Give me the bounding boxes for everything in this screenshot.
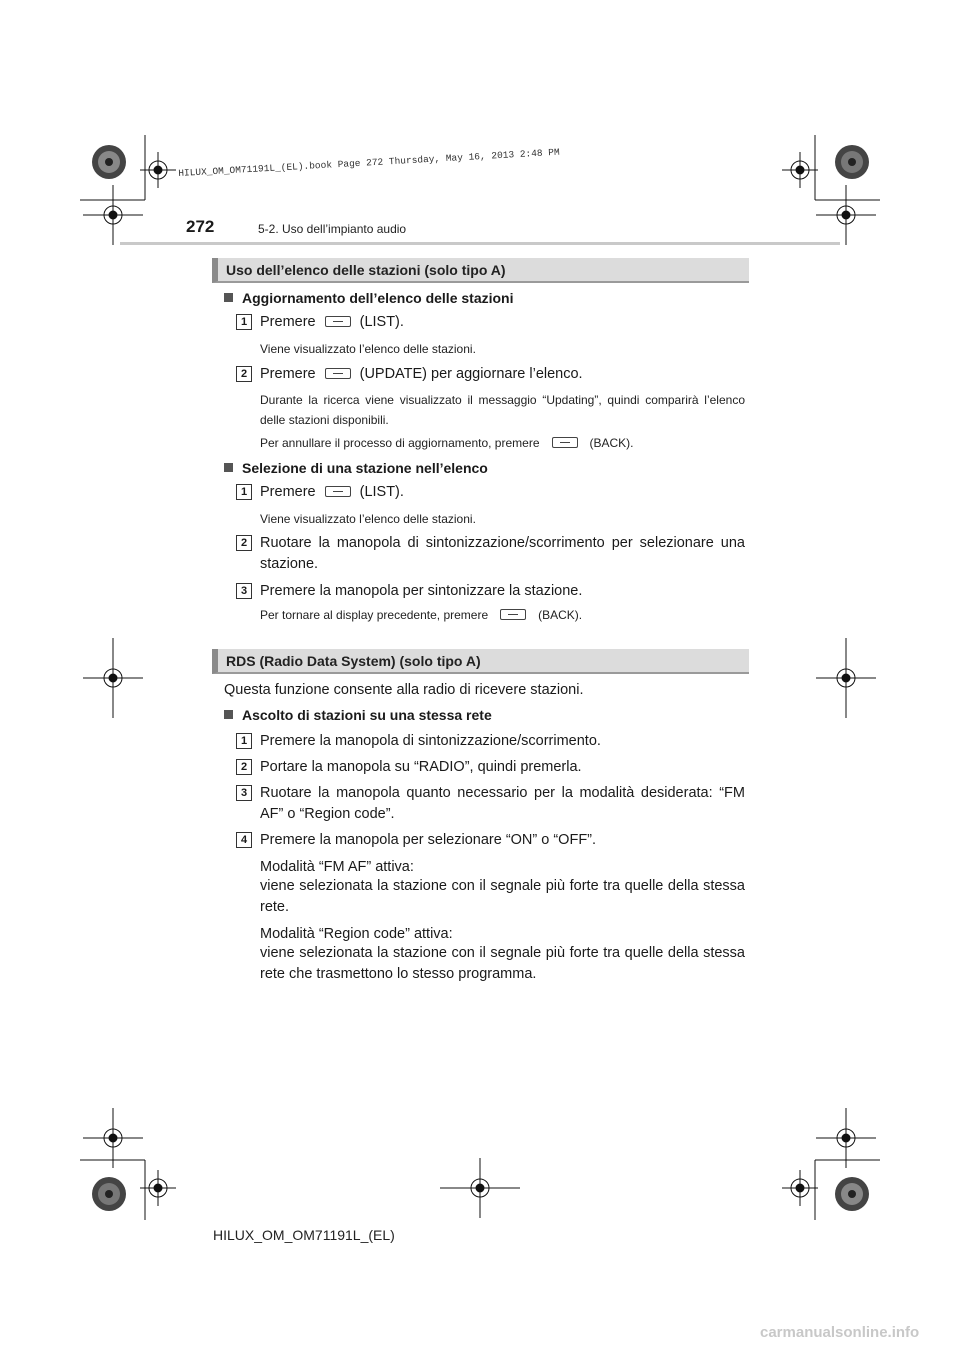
watermark: carmanualsonline.info (760, 1324, 920, 1341)
mode-description: viene selezionata la stazione con il segnale più forte tra quelle della stessa rete che trasmettono lo stesso programma. (260, 945, 745, 982)
step-number: 1 (236, 314, 252, 330)
step-text: Premere (LIST). (260, 484, 404, 500)
step-note: Durante la ricerca viene visualizzato il messaggio “Updating”, quindi comparirà l’elenco delle stazioni disponibili. (260, 393, 745, 427)
section-heading-station-list: Uso dell’elenco delle stazioni (solo tipo A) (212, 258, 749, 283)
intro-text: Questa funzione consente alla radio di ricevere stazioni. (224, 682, 584, 698)
step-note: Per annullare il processo di aggiornamento, premere (BACK). (260, 436, 634, 450)
subsection-heading: Aggiornamento dell’elenco delle stazioni (224, 290, 514, 306)
document-code: HILUX_OM_OM71191L_(EL) (213, 1227, 395, 1243)
mode-label: Modalità “Region code” attiva: (260, 926, 453, 942)
step-text: Ruotare la manopola quanto necessario per la modalità desiderata: “FM AF” o “Region code”. (260, 785, 745, 822)
step-text: Premere la manopola per selezionare “ON” o “OFF”. (260, 832, 597, 848)
step-number: 2 (236, 759, 252, 775)
subsection-heading: Ascolto di stazioni su una stessa rete (224, 707, 492, 723)
section-title: 5-2. Uso dell’impianto audio (258, 222, 407, 236)
step-note: Per tornare al display precedente, premere (BACK). (260, 608, 583, 622)
step-number: 1 (236, 733, 252, 749)
square-bullet-icon (224, 293, 233, 302)
book-info: HILUX_OM_OM71191L_(EL).book Page 272 Thursday, May 16, 2013 2:48 PM (178, 146, 560, 179)
update-button-icon (325, 368, 351, 379)
square-bullet-icon (224, 710, 233, 719)
step-text: Portare la manopola su “RADIO”, quindi premerla. (260, 759, 582, 775)
step-number: 3 (236, 583, 252, 599)
step-number: 3 (236, 785, 252, 801)
section-heading-rds: RDS (Radio Data System) (solo tipo A) (212, 649, 749, 674)
step-text: Premere la manopola per sintonizzare la stazione. (260, 583, 583, 599)
subsection-heading: Selezione di una stazione nell’elenco (224, 460, 488, 476)
step-text: Premere (UPDATE) per aggiornare l’elenco. (260, 366, 583, 382)
step-number: 1 (236, 484, 252, 500)
step-note: Viene visualizzato l’elenco delle stazioni. (260, 512, 476, 526)
mode-description: viene selezionata la stazione con il segnale più forte tra quelle della stessa rete. (260, 878, 745, 915)
step-number: 2 (236, 535, 252, 551)
step-number: 4 (236, 832, 252, 848)
list-button-icon (325, 316, 351, 327)
back-button-icon (552, 437, 578, 448)
step-text: Premere (LIST). (260, 314, 404, 330)
step-note: Viene visualizzato l’elenco delle stazioni. (260, 342, 476, 356)
step-number: 2 (236, 366, 252, 382)
step-text: Ruotare la manopola di sintonizzazione/scorrimento per selezionare una stazione. (260, 535, 745, 572)
list-button-icon (325, 486, 351, 497)
mode-label: Modalità “FM AF” attiva: (260, 859, 414, 875)
back-button-icon (500, 609, 526, 620)
step-text: Premere la manopola di sintonizzazione/scorrimento. (260, 733, 601, 749)
page-number: 272 (186, 217, 215, 236)
header-divider (120, 242, 840, 245)
square-bullet-icon (224, 463, 233, 472)
